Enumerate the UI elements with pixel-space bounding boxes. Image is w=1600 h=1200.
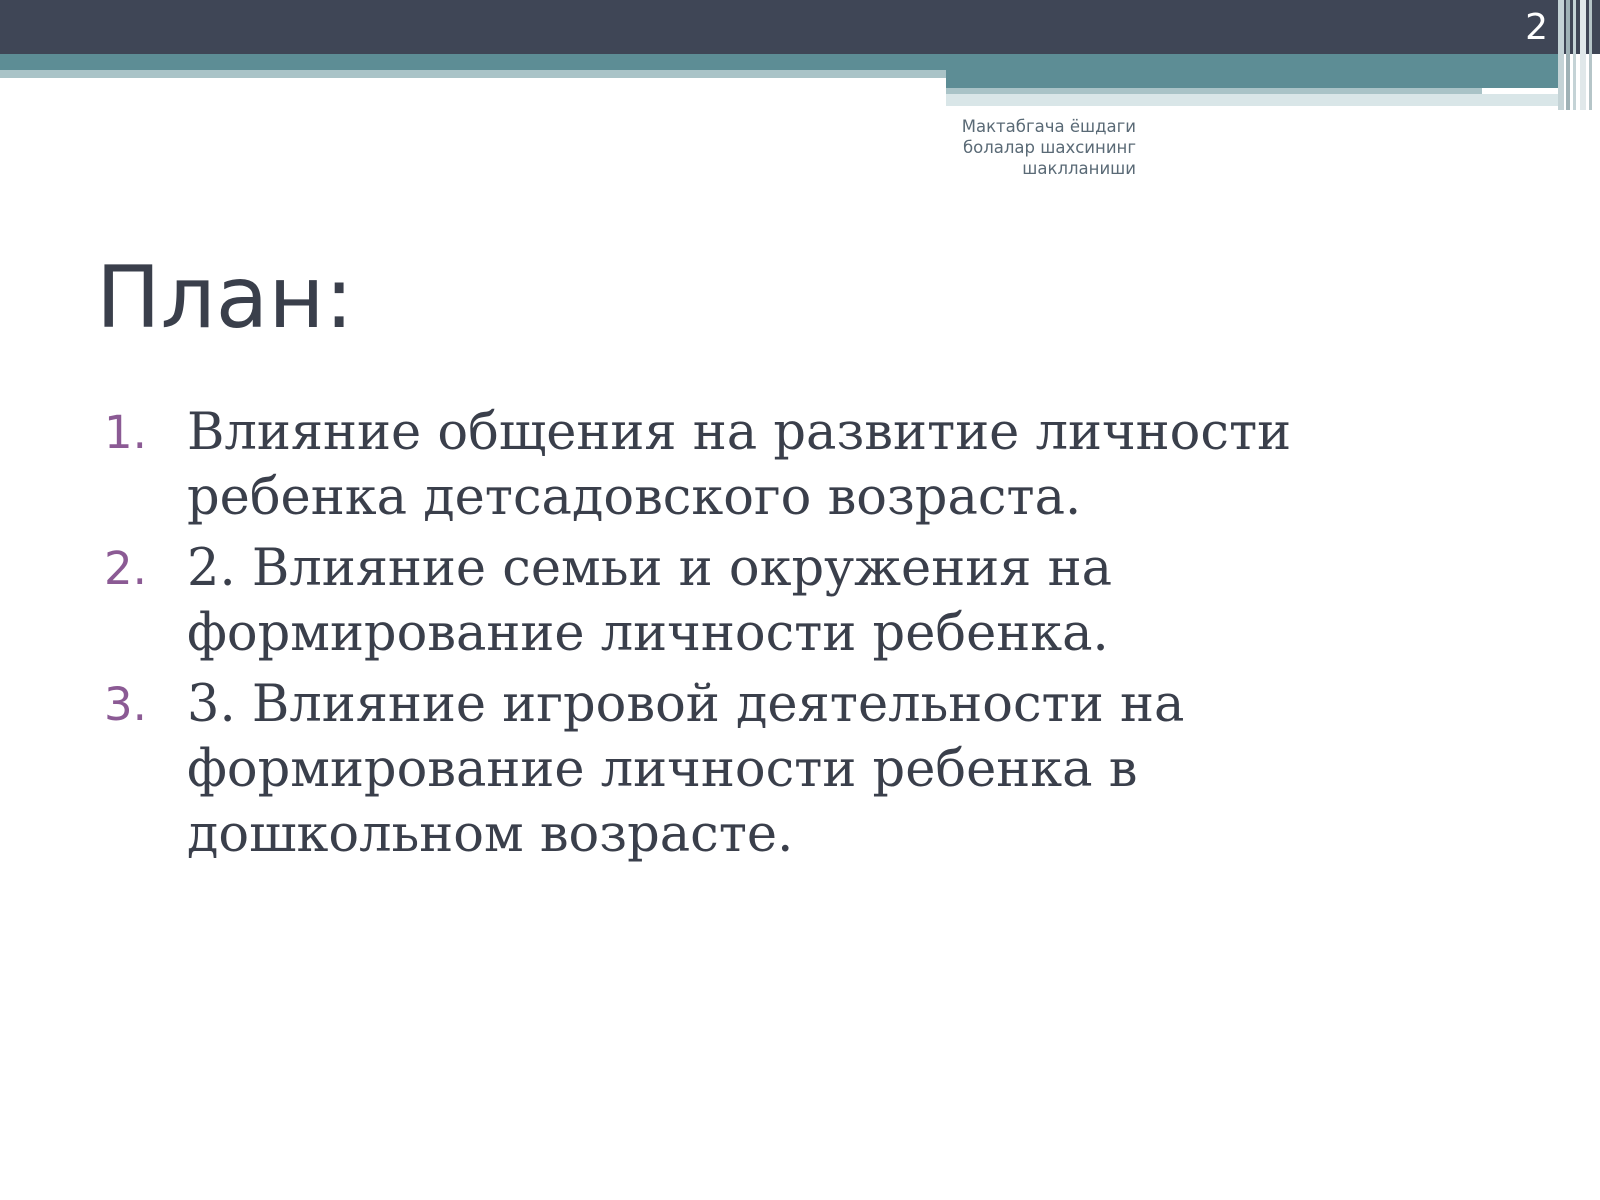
header-strip bbox=[1589, 0, 1592, 110]
plan-item-number: 2. bbox=[104, 542, 147, 595]
header-note-line: Мактабгача ёшдаги bbox=[961, 117, 1136, 136]
header-strip bbox=[1580, 0, 1586, 110]
plan-list bbox=[104, 400, 1504, 873]
plan-item-text: 2. Влияние семьи и окружения на формирование личности ребенка. bbox=[187, 539, 1112, 663]
plan-item-number: 3. bbox=[104, 678, 147, 731]
header-strip bbox=[1566, 0, 1570, 110]
plan-item bbox=[104, 672, 1504, 867]
plan-item bbox=[104, 400, 1504, 530]
plan-item-number: 1. bbox=[104, 406, 147, 459]
header-note-line: шаклланиши bbox=[1022, 159, 1136, 178]
header-note bbox=[900, 116, 1136, 179]
header-band-teal-right bbox=[946, 54, 1558, 88]
plan-item-text: 3. Влияние игровой деятельности на формирование личности ребенка в дошкольном возрасте. bbox=[187, 675, 1185, 864]
header-band-dark bbox=[0, 0, 1600, 54]
header-band-teal-left-light bbox=[0, 70, 946, 78]
header-strip bbox=[1573, 0, 1576, 110]
slide-title: План: bbox=[96, 248, 354, 348]
header-strip bbox=[1558, 0, 1564, 110]
header-note-line: болалар шахсининг bbox=[962, 138, 1136, 157]
header-band-teal-right-thin bbox=[946, 94, 1558, 106]
plan-item bbox=[104, 536, 1504, 666]
header-band-teal-left bbox=[0, 54, 946, 70]
plan-item-text: Влияние общения на развитие личности ребенка детсадовского возраста. bbox=[187, 403, 1292, 527]
slide-number: 2 bbox=[1525, 7, 1548, 48]
